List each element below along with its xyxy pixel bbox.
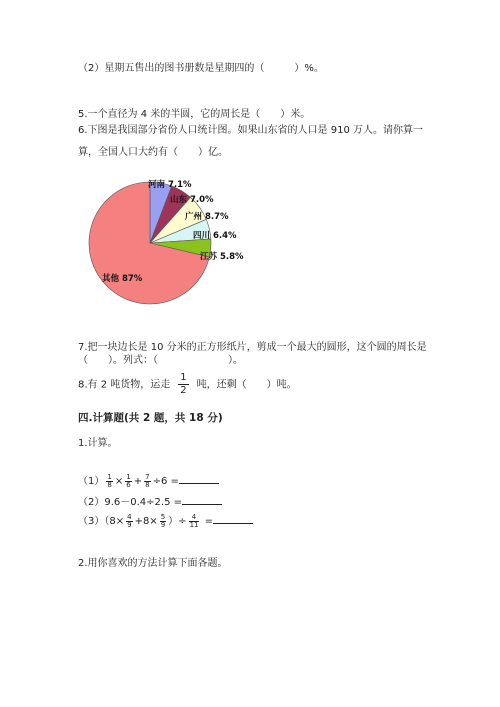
answer-blank — [179, 473, 219, 484]
pie-label-5: 江苏 5.8% — [200, 252, 244, 262]
answer-blank — [213, 513, 253, 524]
fraction-numerator: 5 — [160, 512, 166, 521]
pie-label-2: 山东 7.0% — [170, 195, 214, 205]
fraction-denominator: 2 — [180, 385, 187, 396]
question-6-line-2: 算，全国人口大约有（ ）亿。 — [78, 147, 228, 158]
fraction-numerator: 4 — [127, 512, 132, 521]
question-6-line-1: 6.下图是我国部分省份人口统计图。如果山东省的人口是 910 万人。请你算一 — [78, 125, 423, 136]
fraction-numerator: 4 — [189, 514, 200, 522]
q2-fill-in: （2）星期五售出的图书册数是星期四的（ ）%。 — [78, 63, 324, 74]
calc-3-fraction-1 — [126, 514, 132, 529]
fraction-denominator: 11 — [189, 520, 199, 529]
calc-3 — [78, 513, 253, 529]
calc-3-middle: +8× — [134, 516, 158, 527]
fraction-numerator: 7 — [145, 472, 150, 481]
question-5: 5.一个直径为 4 米的半圆，它的周长是（ ）米。 — [78, 109, 311, 120]
question-8-text-before: 8.有 2 吨货物，运走 — [78, 379, 171, 391]
pie-label-4: 四川 6.4% — [193, 231, 237, 241]
pie-label-6: 其他 87% — [102, 274, 143, 284]
calc-1-operator: × — [114, 476, 124, 487]
question-7-line-1: 7.把一块边长是 10 分米的正方形纸片，剪成一个最大的圆形，这个圆的周长是 — [78, 342, 427, 353]
calc-2 — [78, 494, 222, 509]
pie-label-3: 广州 8.7% — [185, 212, 229, 222]
fraction-numerator: 1 — [180, 372, 187, 383]
section-title: 四.计算题(共 2 题，共 18 分) — [78, 412, 223, 424]
fraction-denominator: 8 — [107, 480, 112, 489]
calc-3-prefix: （3）（8× — [78, 516, 125, 527]
calc-2-expression: （2）9.6－0.4÷2.5 = — [78, 497, 183, 508]
question-8-fraction — [178, 372, 188, 397]
calc-1-fraction-2 — [125, 474, 131, 489]
calc-3-fraction-2 — [160, 514, 166, 529]
calc-1-rest: ÷6 = — [152, 476, 179, 487]
calc-1 — [78, 473, 219, 489]
pie-label-1: 河南 7.1% — [148, 180, 192, 190]
question-8-text-after: 吨，还剩（ ）吨。 — [196, 379, 297, 391]
fraction-denominator: 8 — [145, 480, 150, 489]
calc-1-prefix: （1） — [78, 476, 105, 487]
fraction-denominator: 9 — [160, 520, 166, 529]
calc-1-fraction-3 — [144, 474, 150, 489]
calc-3-close: ）÷ — [168, 516, 187, 527]
calc-1-fraction-1 — [106, 474, 112, 489]
question-2-title: 2.用你喜欢的方法计算下面各题。 — [78, 558, 228, 569]
calc-1-operator: + — [133, 476, 143, 487]
fraction-numerator: 1 — [126, 472, 131, 481]
calc-3-fraction-3 — [189, 514, 200, 529]
calc-3-equals: = — [204, 516, 214, 527]
population-pie-chart — [84, 172, 284, 312]
calc-title: 1.计算。 — [78, 438, 118, 449]
answer-blank — [182, 494, 222, 505]
fraction-numerator: 1 — [107, 472, 112, 481]
fraction-denominator: 6 — [126, 480, 131, 489]
fraction-denominator: 9 — [127, 520, 132, 529]
question-7-line-2: （ ）。列式：（ ）。 — [78, 355, 243, 366]
question-8 — [78, 372, 297, 397]
